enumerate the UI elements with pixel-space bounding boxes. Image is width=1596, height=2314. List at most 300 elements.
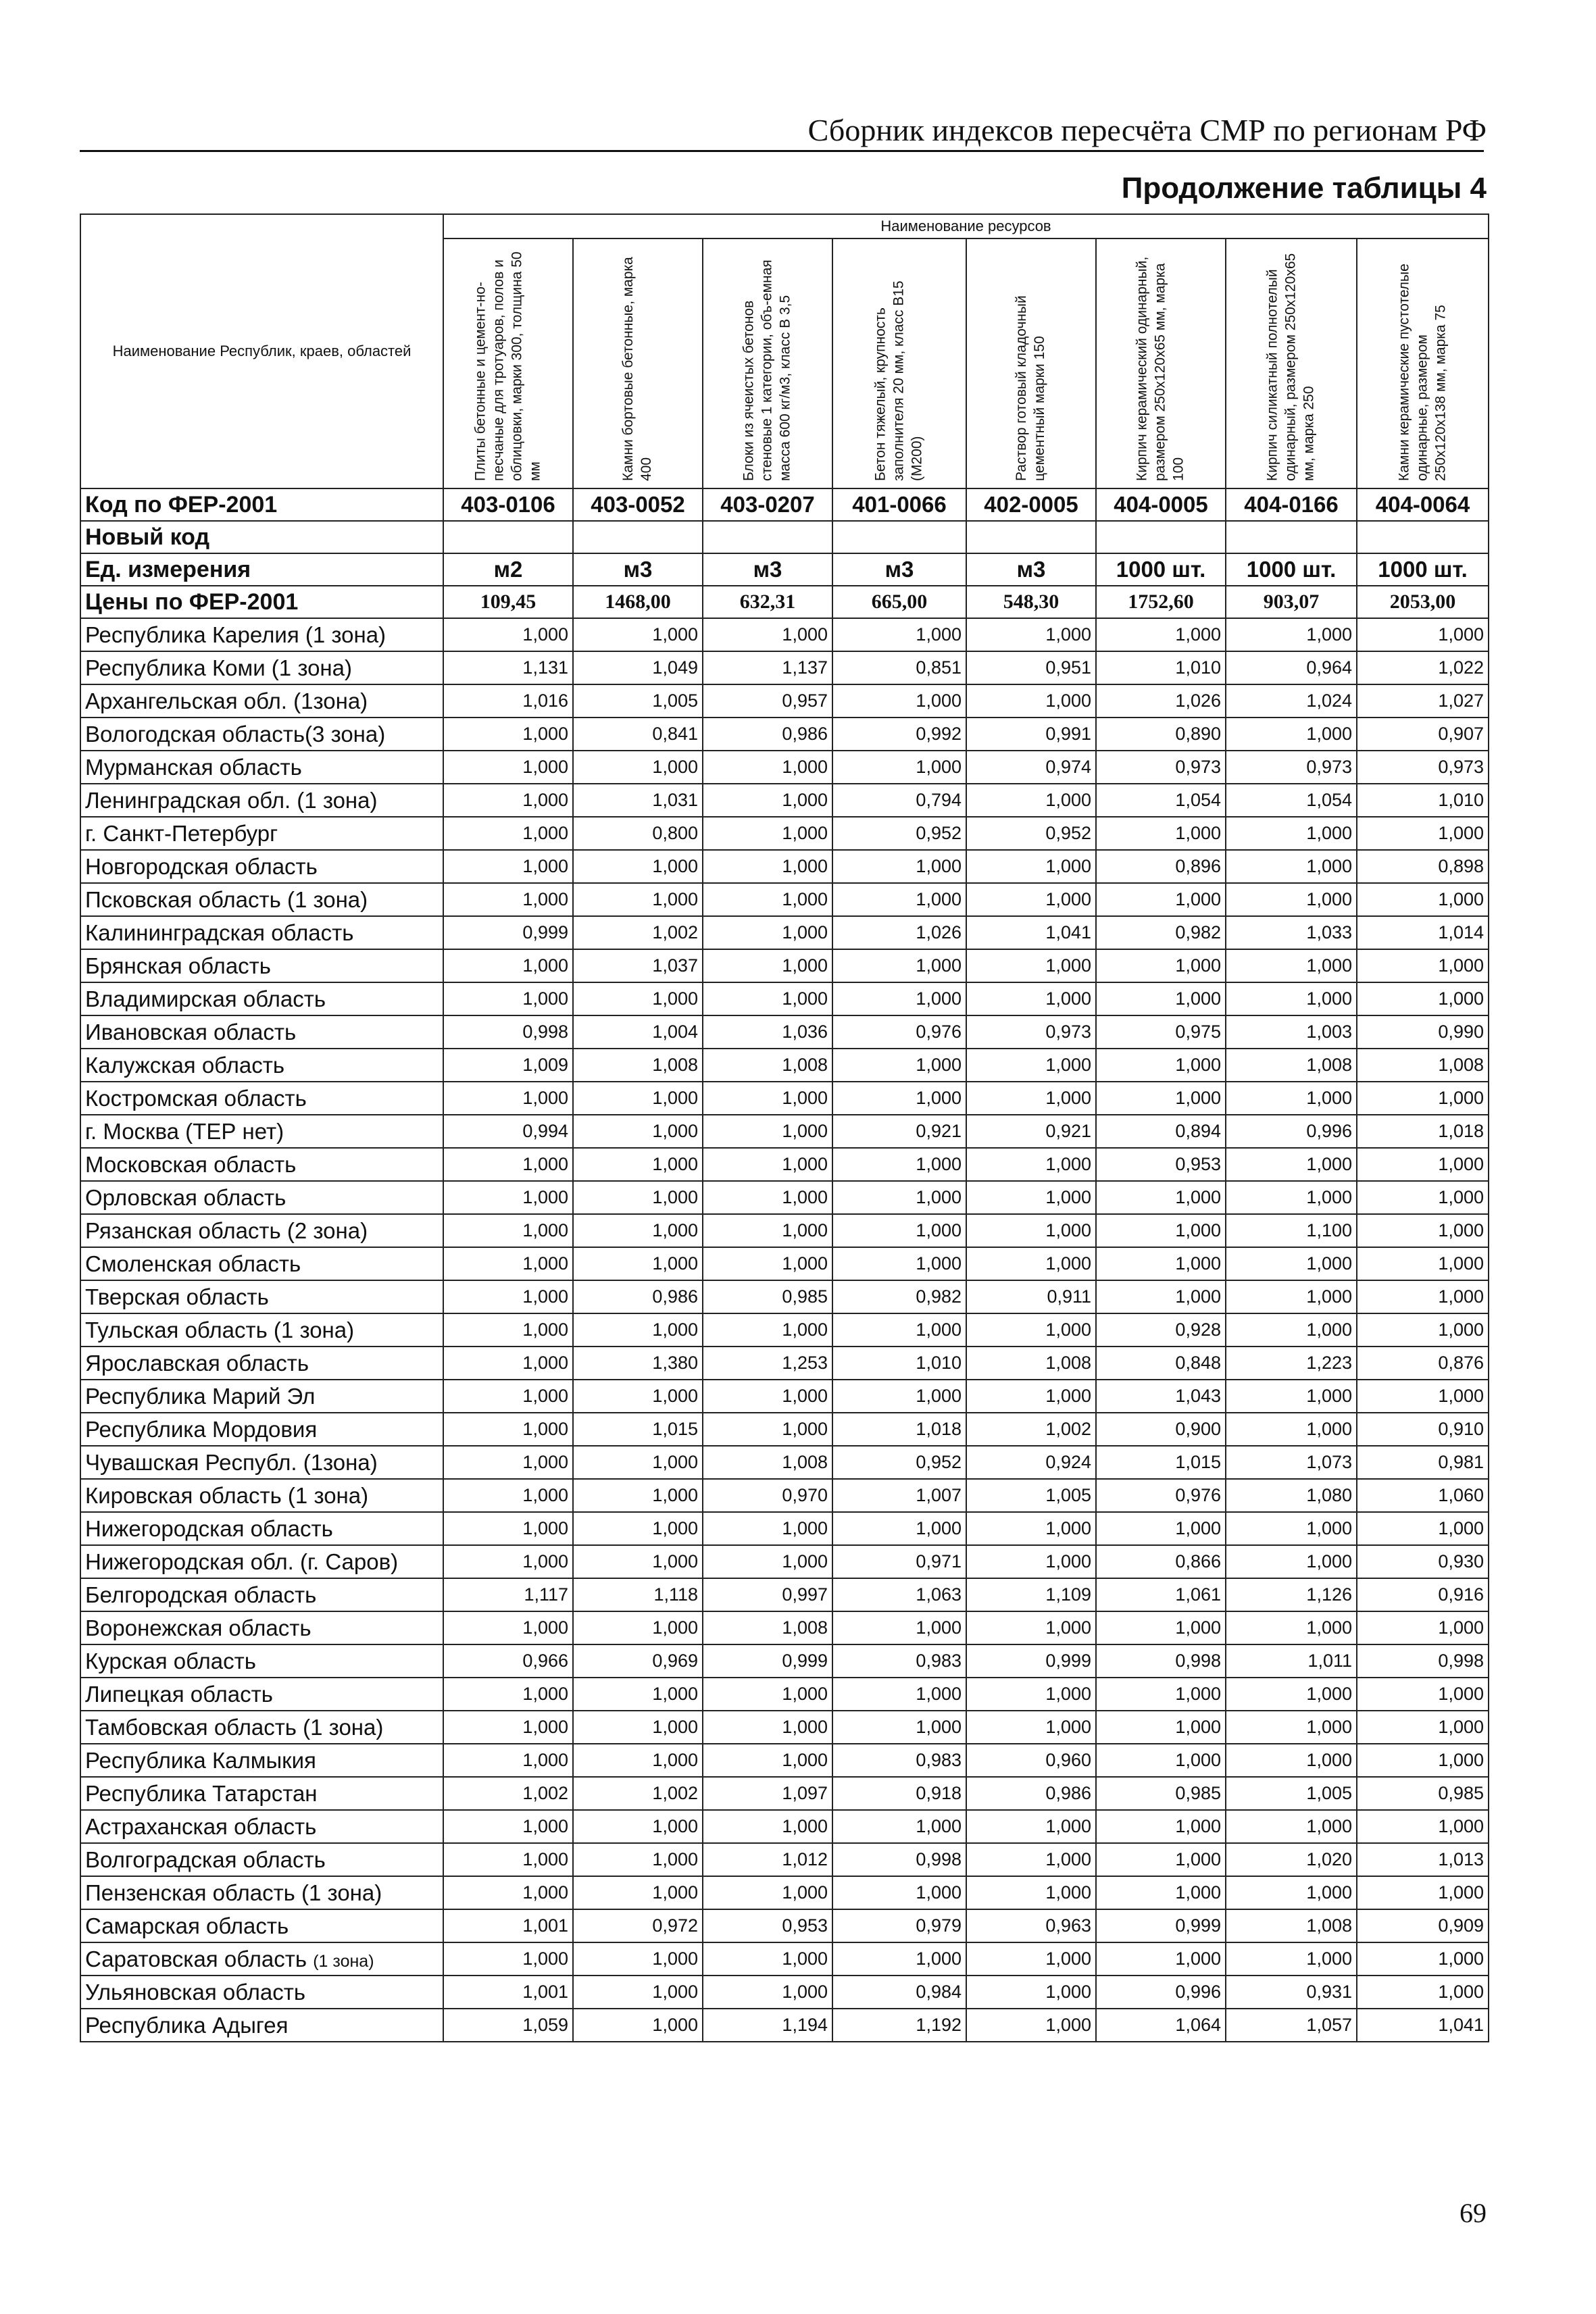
coefficient-cell: 1,000 xyxy=(703,1380,832,1413)
table-row xyxy=(80,651,1489,684)
coefficient-cell: 1,000 xyxy=(1096,1810,1226,1843)
coefficient-cell: 0,998 xyxy=(1357,1644,1489,1678)
coefficient-cell: 1,011 xyxy=(1226,1644,1357,1678)
coefficient-cell: 1,000 xyxy=(443,1545,573,1578)
region-name xyxy=(80,1148,443,1181)
fer-code-cell: 404-0005 xyxy=(1096,488,1226,521)
table-row xyxy=(80,1942,1489,1976)
region-name xyxy=(80,1843,443,1876)
table-row xyxy=(80,1843,1489,1876)
region-name-text: Ярославская область xyxy=(85,1350,309,1376)
coefficient-cell: 0,953 xyxy=(703,1909,832,1942)
coefficient-cell: 1,000 xyxy=(966,850,1096,883)
region-name-text: Нижегородская обл. (г. Саров) xyxy=(85,1549,399,1574)
coefficient-cell: 1,022 xyxy=(1357,651,1489,684)
coefficient-cell: 0,794 xyxy=(832,784,966,817)
coefficient-cell: 1,000 xyxy=(1226,949,1357,982)
new-code-row-label: Новый код xyxy=(80,521,443,553)
coefficient-cell: 0,985 xyxy=(1357,1777,1489,1810)
coefficient-cell: 0,900 xyxy=(1096,1413,1226,1446)
coefficient-cell: 0,969 xyxy=(573,1644,703,1678)
coefficient-cell: 1,000 xyxy=(1357,1942,1489,1976)
coefficient-cell: 0,841 xyxy=(573,718,703,751)
coefficient-cell: 1,000 xyxy=(1226,1380,1357,1413)
coefficient-cell: 1,000 xyxy=(573,1678,703,1711)
resource-column-header xyxy=(573,238,703,488)
coefficient-cell: 1,000 xyxy=(1096,1942,1226,1976)
coefficient-cell: 1,000 xyxy=(443,1744,573,1777)
coefficient-cell: 0,970 xyxy=(703,1479,832,1512)
resource-column-header xyxy=(443,238,573,488)
coefficient-cell: 1,008 xyxy=(966,1347,1096,1380)
region-name xyxy=(80,1479,443,1512)
region-name-text: Орловская область xyxy=(85,1184,286,1210)
coefficient-cell: 0,990 xyxy=(1357,1015,1489,1049)
coefficient-cell: 0,976 xyxy=(832,1015,966,1049)
fer-code-cell: 402-0005 xyxy=(966,488,1096,521)
coefficient-cell: 1,043 xyxy=(1096,1380,1226,1413)
coefficient-cell: 1,000 xyxy=(573,1512,703,1545)
region-name-text: Воронежская область xyxy=(85,1615,311,1640)
coefficient-cell: 1,000 xyxy=(443,1446,573,1479)
coefficient-cell: 1,000 xyxy=(832,618,966,651)
coefficient-cell: 1,000 xyxy=(703,751,832,784)
region-name-text: Нижегородская область xyxy=(85,1515,333,1541)
coefficient-cell: 1,012 xyxy=(703,1843,832,1876)
resource-column-header-text: Кирпич керамический одинарный, размером 250х120х65 мм, марка 100 xyxy=(1134,256,1187,481)
coefficient-cell: 0,974 xyxy=(966,751,1096,784)
code-row-label: Код по ФЕР-2001 xyxy=(80,488,443,521)
coefficient-cell: 1,000 xyxy=(832,1181,966,1214)
price-row-label: Цены по ФЕР-2001 xyxy=(80,586,443,618)
coefficient-cell: 1,000 xyxy=(443,982,573,1015)
price-cell: 109,45 xyxy=(443,586,573,618)
coefficient-cell: 1,000 xyxy=(1357,1214,1489,1247)
coefficient-cell: 1,000 xyxy=(1226,618,1357,651)
coefficient-cell: 0,890 xyxy=(1096,718,1226,751)
price-cell: 1752,60 xyxy=(1096,586,1226,618)
table-row xyxy=(80,1711,1489,1744)
fer-code-cell: 403-0106 xyxy=(443,488,573,521)
region-name-text: Республика Адыгея xyxy=(85,2012,289,2038)
coefficient-cell: 1,000 xyxy=(1226,1313,1357,1347)
coefficient-cell: 1,003 xyxy=(1226,1015,1357,1049)
coefficient-cell: 0,998 xyxy=(1096,1644,1226,1678)
coefficient-cell: 1,118 xyxy=(573,1578,703,1611)
coefficient-cell: 1,000 xyxy=(573,1148,703,1181)
coefficient-cell: 1,000 xyxy=(573,1446,703,1479)
coefficient-cell: 1,000 xyxy=(966,1512,1096,1545)
table-row xyxy=(80,1744,1489,1777)
region-name-text: Смоленская область xyxy=(85,1251,301,1276)
resource-column-header-text: Раствор готовый кладочный цементный марки 150 xyxy=(1014,295,1047,481)
region-name xyxy=(80,1678,443,1711)
region-name xyxy=(80,1777,443,1810)
coefficient-cell: 1,064 xyxy=(1096,2009,1226,2042)
coefficient-cell: 1,000 xyxy=(443,1313,573,1347)
coefficient-cell: 1,000 xyxy=(1096,1678,1226,1711)
region-name-text: Республика Калмыкия xyxy=(85,1747,316,1773)
coefficient-cell: 1,015 xyxy=(1096,1446,1226,1479)
coefficient-cell: 1,000 xyxy=(443,1214,573,1247)
coefficient-cell: 1,000 xyxy=(1357,618,1489,651)
coefficient-cell: 1,000 xyxy=(573,1313,703,1347)
coefficient-cell: 0,983 xyxy=(832,1744,966,1777)
coefficient-cell: 1,000 xyxy=(573,2009,703,2042)
coefficient-cell: 1,000 xyxy=(832,1512,966,1545)
unit-cell: 1000 шт. xyxy=(1096,553,1226,586)
coefficient-cell: 1,000 xyxy=(1096,949,1226,982)
coefficient-cell: 1,000 xyxy=(1226,718,1357,751)
region-name-text: Рязанская область (2 зона) xyxy=(85,1217,368,1243)
region-name xyxy=(80,883,443,916)
resource-column-header-text: Камни бортовые бетонные, марка 400 xyxy=(620,257,654,481)
coefficient-cell: 1,000 xyxy=(966,1181,1096,1214)
table-continuation-caption: Продолжение таблицы 4 xyxy=(1121,172,1487,205)
table-row xyxy=(80,1148,1489,1181)
coefficient-cell: 1,109 xyxy=(966,1578,1096,1611)
region-name xyxy=(80,1611,443,1644)
coefficient-cell: 1,000 xyxy=(703,1313,832,1347)
coefficient-cell: 1,008 xyxy=(703,1611,832,1644)
region-name-text: Тверская область xyxy=(85,1284,269,1309)
coefficient-cell: 1,126 xyxy=(1226,1578,1357,1611)
coefficient-cell: 1,000 xyxy=(832,883,966,916)
region-name xyxy=(80,1512,443,1545)
region-name xyxy=(80,2009,443,2042)
coefficient-cell: 1,000 xyxy=(832,1678,966,1711)
coefficient-cell: 1,000 xyxy=(1226,1512,1357,1545)
table-row xyxy=(80,817,1489,850)
coefficient-cell: 1,000 xyxy=(443,850,573,883)
coefficient-cell: 1,008 xyxy=(1357,1049,1489,1082)
coefficient-cell: 1,000 xyxy=(703,1115,832,1148)
table-row xyxy=(80,1644,1489,1678)
coefficient-cell: 1,000 xyxy=(1096,1280,1226,1313)
coefficient-cell: 1,002 xyxy=(573,1777,703,1810)
coefficient-cell: 0,918 xyxy=(832,1777,966,1810)
coefficient-cell: 1,000 xyxy=(1357,1280,1489,1313)
coefficient-cell: 1,000 xyxy=(1357,817,1489,850)
resources-group-header: Наименование ресурсов xyxy=(443,214,1489,238)
coefficient-cell: 1,000 xyxy=(1096,883,1226,916)
coefficient-cell: 0,986 xyxy=(703,718,832,751)
coefficient-cell: 0,999 xyxy=(1096,1909,1226,1942)
coefficient-cell: 1,000 xyxy=(443,1347,573,1380)
region-name xyxy=(80,751,443,784)
fer-code-cell: 403-0207 xyxy=(703,488,832,521)
coefficient-cell: 1,000 xyxy=(966,1049,1096,1082)
coefficient-cell: 1,000 xyxy=(1357,883,1489,916)
coefficient-cell: 1,054 xyxy=(1096,784,1226,817)
unit-cell: м3 xyxy=(573,553,703,586)
coefficient-cell: 1,000 xyxy=(443,1942,573,1976)
region-name-text: Кировская область (1 зона) xyxy=(85,1482,369,1508)
coefficient-cell: 1,041 xyxy=(966,916,1096,949)
coefficient-cell: 1,002 xyxy=(966,1413,1096,1446)
region-name xyxy=(80,1413,443,1446)
coefficient-cell: 0,971 xyxy=(832,1545,966,1578)
coefficient-cell: 0,911 xyxy=(966,1280,1096,1313)
coefficient-cell: 1,060 xyxy=(1357,1479,1489,1512)
region-name-text: Самарская область xyxy=(85,1913,289,1938)
coefficient-cell: 1,000 xyxy=(573,1810,703,1843)
unit-cell: 1000 шт. xyxy=(1357,553,1489,586)
coefficient-cell: 1,000 xyxy=(1226,1876,1357,1909)
resource-column-header xyxy=(1357,238,1489,488)
table-row xyxy=(80,1976,1489,2009)
coefficient-cell: 1,008 xyxy=(1226,1049,1357,1082)
region-name-text: Ульяновская область xyxy=(85,1979,306,2005)
coefficient-cell: 1,000 xyxy=(703,1545,832,1578)
coefficient-cell: 1,008 xyxy=(703,1446,832,1479)
coefficient-cell: 0,982 xyxy=(832,1280,966,1313)
coefficient-cell: 0,972 xyxy=(573,1909,703,1942)
region-name-text: Астраханская область xyxy=(85,1813,317,1839)
coefficient-cell: 1,000 xyxy=(443,718,573,751)
coefficient-cell: 1,000 xyxy=(1357,1876,1489,1909)
coefficient-cell: 1,000 xyxy=(966,1247,1096,1280)
coefficient-cell: 1,004 xyxy=(573,1015,703,1049)
coefficient-cell: 1,000 xyxy=(1226,850,1357,883)
coefficient-cell: 1,000 xyxy=(1226,982,1357,1015)
region-name-text: Республика Карелия (1 зона) xyxy=(85,622,386,647)
region-name xyxy=(80,1015,443,1049)
coefficient-cell: 1,000 xyxy=(573,1545,703,1578)
new-code-cell xyxy=(573,521,703,553)
coefficient-cell: 1,000 xyxy=(703,618,832,651)
table-row xyxy=(80,1049,1489,1082)
table-row xyxy=(80,1479,1489,1512)
coefficient-cell: 0,960 xyxy=(966,1744,1096,1777)
coefficient-cell: 1,000 xyxy=(573,1876,703,1909)
coefficient-cell: 1,010 xyxy=(1357,784,1489,817)
coefficient-cell: 1,000 xyxy=(966,883,1096,916)
coefficient-cell: 1,000 xyxy=(1096,1214,1226,1247)
coefficient-cell: 1,018 xyxy=(1357,1115,1489,1148)
coefficient-cell: 0,894 xyxy=(1096,1115,1226,1148)
region-name-text: г. Москва (ТЕР нет) xyxy=(85,1118,284,1144)
coefficient-cell: 1,000 xyxy=(966,949,1096,982)
coefficient-cell: 1,000 xyxy=(1096,1247,1226,1280)
coefficient-cell: 0,984 xyxy=(832,1976,966,2009)
coefficient-cell: 0,998 xyxy=(443,1015,573,1049)
table-row xyxy=(80,1214,1489,1247)
coefficient-cell: 1,000 xyxy=(1226,1148,1357,1181)
coefficient-cell: 1,000 xyxy=(573,1115,703,1148)
region-name xyxy=(80,651,443,684)
coefficient-cell: 1,000 xyxy=(832,1148,966,1181)
coefficient-cell: 1,000 xyxy=(1096,1744,1226,1777)
coefficient-cell: 0,985 xyxy=(703,1280,832,1313)
coefficient-cell: 1,008 xyxy=(573,1049,703,1082)
table-row xyxy=(80,784,1489,817)
coefficient-cell: 1,000 xyxy=(966,618,1096,651)
coefficient-cell: 1,026 xyxy=(1096,684,1226,718)
coefficient-cell: 1,000 xyxy=(966,684,1096,718)
table-row xyxy=(80,1280,1489,1313)
coefficient-cell: 1,000 xyxy=(703,982,832,1015)
coefficient-cell: 1,000 xyxy=(573,1976,703,2009)
coefficient-cell: 0,907 xyxy=(1357,718,1489,751)
coefficient-cell: 1,054 xyxy=(1226,784,1357,817)
coefficient-cell: 0,985 xyxy=(1096,1777,1226,1810)
coefficient-cell: 0,909 xyxy=(1357,1909,1489,1942)
coefficient-cell: 0,924 xyxy=(966,1446,1096,1479)
region-name xyxy=(80,916,443,949)
region-name-text: Курская область xyxy=(85,1648,256,1674)
coefficient-cell: 1,000 xyxy=(832,850,966,883)
coefficient-cell: 1,013 xyxy=(1357,1843,1489,1876)
coefficient-cell: 1,059 xyxy=(443,2009,573,2042)
region-name-text: Ивановская область xyxy=(85,1019,297,1045)
coefficient-cell: 1,000 xyxy=(1357,1082,1489,1115)
region-name-text: Липецкая область xyxy=(85,1681,273,1707)
coefficient-cell: 1,005 xyxy=(966,1479,1096,1512)
coefficient-cell: 1,000 xyxy=(703,1876,832,1909)
region-name xyxy=(80,1214,443,1247)
coefficient-cell: 1,000 xyxy=(443,1380,573,1413)
coefficient-cell: 1,097 xyxy=(703,1777,832,1810)
coefficient-cell: 0,957 xyxy=(703,684,832,718)
coefficient-cell: 1,000 xyxy=(1357,982,1489,1015)
coefficient-cell: 1,000 xyxy=(1226,1280,1357,1313)
coefficient-cell: 0,996 xyxy=(1096,1976,1226,2009)
coefficient-cell: 0,910 xyxy=(1357,1413,1489,1446)
unit-cell: м3 xyxy=(832,553,966,586)
coefficient-cell: 1,000 xyxy=(966,1942,1096,1976)
coefficient-cell: 0,983 xyxy=(832,1644,966,1678)
coefficient-cell: 1,000 xyxy=(966,2009,1096,2042)
coefficient-cell: 1,000 xyxy=(1096,1181,1226,1214)
coefficient-cell: 0,975 xyxy=(1096,1015,1226,1049)
region-name-text: Костромская область xyxy=(85,1085,307,1111)
coefficient-cell: 1,000 xyxy=(832,1214,966,1247)
coefficient-cell: 0,973 xyxy=(1357,751,1489,784)
region-name xyxy=(80,1644,443,1678)
coefficient-cell: 1,000 xyxy=(443,1810,573,1843)
coefficient-cell: 0,916 xyxy=(1357,1578,1489,1611)
coefficient-cell: 1,008 xyxy=(1226,1909,1357,1942)
coefficient-cell: 1,000 xyxy=(703,1678,832,1711)
coefficient-cell: 1,000 xyxy=(573,1082,703,1115)
page-header-title: Сборник индексов пересчёта СМР по регионам РФ xyxy=(807,113,1487,147)
resource-column-header-text: Камни керамические пустотелые одинарные, размером 250х120х138 мм, марка 75 xyxy=(1396,263,1448,481)
coefficient-cell: 1,000 xyxy=(443,1181,573,1214)
region-name-text: Новгородская область xyxy=(85,853,318,879)
table-row xyxy=(80,1909,1489,1942)
coefficient-cell: 0,931 xyxy=(1226,1976,1357,2009)
coefficient-cell: 1,049 xyxy=(573,651,703,684)
coefficient-cell: 1,027 xyxy=(1357,684,1489,718)
coefficient-cell: 0,991 xyxy=(966,718,1096,751)
coefficient-cell: 1,000 xyxy=(703,949,832,982)
price-cell: 632,31 xyxy=(703,586,832,618)
region-name xyxy=(80,684,443,718)
region-name xyxy=(80,618,443,651)
table-row xyxy=(80,982,1489,1015)
coefficient-cell: 1,002 xyxy=(443,1777,573,1810)
coefficient-cell: 0,848 xyxy=(1096,1347,1226,1380)
coefficient-cell: 1,000 xyxy=(966,1611,1096,1644)
region-name-text: Калининградская область xyxy=(85,920,354,945)
coefficient-cell: 0,921 xyxy=(832,1115,966,1148)
coefficient-cell: 1,000 xyxy=(443,949,573,982)
coefficient-cell: 1,000 xyxy=(832,1247,966,1280)
region-name-text: Псковская область (1 зона) xyxy=(85,886,368,912)
coefficient-cell: 1,000 xyxy=(832,949,966,982)
region-name xyxy=(80,1446,443,1479)
coefficient-cell: 1,000 xyxy=(443,1413,573,1446)
coefficient-cell: 1,000 xyxy=(573,1247,703,1280)
coefficient-cell: 1,117 xyxy=(443,1578,573,1611)
coefficient-cell: 0,952 xyxy=(832,1446,966,1479)
region-name-text: г. Санкт-Петербург xyxy=(85,820,278,846)
region-name-text: Ленинградская обл. (1 зона) xyxy=(85,787,378,813)
coefficient-cell: 1,000 xyxy=(832,1049,966,1082)
coefficient-cell: 1,000 xyxy=(1096,618,1226,651)
coefficient-cell: 1,001 xyxy=(443,1909,573,1942)
coefficient-cell: 1,000 xyxy=(1096,1843,1226,1876)
coefficient-cell: 0,999 xyxy=(966,1644,1096,1678)
coefficient-cell: 1,000 xyxy=(1357,1711,1489,1744)
unit-cell: м2 xyxy=(443,553,573,586)
coefficient-cell: 1,031 xyxy=(573,784,703,817)
coefficient-cell: 1,033 xyxy=(1226,916,1357,949)
coefficient-cell: 1,000 xyxy=(1226,1545,1357,1578)
coefficient-cell: 0,996 xyxy=(1226,1115,1357,1148)
region-name xyxy=(80,1380,443,1413)
coefficient-cell: 1,000 xyxy=(443,1247,573,1280)
coefficient-cell: 0,898 xyxy=(1357,850,1489,883)
coefficient-cell: 1,005 xyxy=(573,684,703,718)
coefficient-cell: 1,016 xyxy=(443,684,573,718)
coefficient-cell: 1,010 xyxy=(832,1347,966,1380)
coefficient-cell: 0,866 xyxy=(1096,1545,1226,1578)
coefficient-cell: 1,000 xyxy=(1226,817,1357,850)
coefficient-cell: 1,000 xyxy=(1096,817,1226,850)
resource-column-header-text: Кирпич силикатный полнотелый одинарный, размером 250х120х65 мм, марка 250 xyxy=(1264,253,1317,481)
coefficient-cell: 1,000 xyxy=(443,618,573,651)
table-row xyxy=(80,1545,1489,1578)
coefficient-cell: 1,000 xyxy=(703,1082,832,1115)
coefficient-cell: 0,951 xyxy=(966,651,1096,684)
region-name-text: Белгородская область xyxy=(85,1582,317,1607)
coefficient-cell: 1,000 xyxy=(1226,1181,1357,1214)
coefficient-cell: 1,000 xyxy=(573,850,703,883)
resource-column-header-text: Блоки из ячеистых бетонов стеновые 1 категории, объ-емная масса 600 кг/м3, класс В 3,5 xyxy=(741,259,793,481)
coefficient-cell: 0,981 xyxy=(1357,1446,1489,1479)
new-code-cell xyxy=(703,521,832,553)
region-name xyxy=(80,949,443,982)
coefficient-cell: 1,000 xyxy=(832,1611,966,1644)
coefficient-cell: 0,992 xyxy=(832,718,966,751)
table-row xyxy=(80,1015,1489,1049)
coefficient-cell: 0,896 xyxy=(1096,850,1226,883)
coefficient-cell: 0,930 xyxy=(1357,1545,1489,1578)
coefficient-cell: 0,966 xyxy=(443,1644,573,1678)
coefficient-cell: 1,000 xyxy=(703,883,832,916)
coefficient-cell: 1,000 xyxy=(1357,1976,1489,2009)
coefficient-cell: 1,000 xyxy=(443,1479,573,1512)
coefficient-cell: 0,999 xyxy=(443,916,573,949)
unit-cell: м3 xyxy=(966,553,1096,586)
region-name xyxy=(80,1909,443,1942)
coefficient-cell: 0,963 xyxy=(966,1909,1096,1942)
table-row xyxy=(80,1678,1489,1711)
region-name-text: Республика Мордовия xyxy=(85,1416,318,1442)
coefficient-cell: 1,000 xyxy=(703,1810,832,1843)
